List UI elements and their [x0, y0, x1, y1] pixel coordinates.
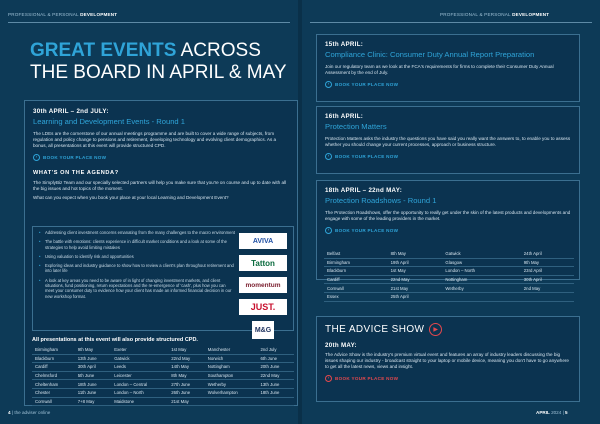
venue-date: 20th June [258, 363, 294, 372]
venue-location: Leicester [111, 371, 168, 380]
venue-location: Nottingham [205, 363, 258, 372]
lde-venue-row [32, 371, 294, 380]
venue-date: 1st May [388, 267, 443, 276]
venue-location: London – North [442, 267, 520, 276]
consumer-duty-panel [316, 34, 580, 102]
venue-date: 1st May [168, 346, 204, 354]
roadshow-venue-row [324, 275, 574, 284]
agenda-question: What can you expect when you book your place at your local Learning and Development Event? [33, 195, 229, 200]
agenda-bullet: • A look at key areas you need to be aware of in light of changing investment markets, and client situations, fund positioning, return expectations and the re-emergence of 'cash', plus how you can meet your consumer duty to evidence how your client has made an informed financial decision in our new workshop format. [33, 275, 293, 300]
right-running-header: PROFESSIONAL & PERSONAL DEVELOPMENT [440, 12, 550, 17]
venue-location: Exeter [111, 346, 168, 354]
venue-date: 2nd July [258, 346, 294, 354]
right-footer: APRIL 2024 | 5 [536, 410, 568, 415]
venue-date: 27th June [168, 380, 204, 389]
roadshows-title: Protection Roadshows - Round 1 [325, 196, 437, 205]
venue-location: Wetherby [442, 284, 520, 293]
venue-date: 30th April [521, 275, 574, 284]
mg-logo: M&G [252, 321, 274, 339]
arrow-right-icon: › [325, 375, 332, 382]
venue-date: 23rd April [521, 267, 574, 276]
advice-show-book-button[interactable]: › BOOK YOUR PLACE NOW [325, 375, 571, 382]
venue-location: Nottingham [442, 275, 520, 284]
advice-show-logo: THE ADVICE SHOW ▶ [325, 323, 571, 336]
consumer-duty-title: Compliance Clinic: Consumer Duty Annual Report Preparation [325, 50, 535, 59]
arrow-right-icon: › [325, 227, 332, 234]
venue-location: Gatwick [111, 354, 168, 363]
venue-date: 21st May [168, 397, 204, 406]
roadshows-book-button[interactable]: › BOOK YOUR PLACE NOW [325, 227, 571, 234]
venue-location: Cardiff [324, 275, 388, 284]
venue-location: Cornwall [32, 397, 75, 406]
cpd-note: All presentations at this event will also provide structured CPD. [32, 337, 198, 343]
consumer-duty-book-button[interactable]: › BOOK YOUR PLACE NOW [325, 81, 571, 88]
partner-logos [237, 233, 289, 339]
venue-location: London – Central [111, 380, 168, 389]
venue-location: Norwich [205, 354, 258, 363]
roadshow-venue-row [324, 258, 574, 267]
page-title: GREAT EVENTS ACROSS THE BOARD IN APRIL & MAY [30, 40, 287, 83]
venue-location: Leeds [111, 363, 168, 372]
protection-matters-date: 16th APRIL: [325, 113, 364, 120]
consumer-duty-date: 15th APRIL: [325, 41, 364, 48]
venue-location: Maidstone [111, 397, 168, 406]
venue-date [258, 397, 294, 406]
left-running-header: PROFESSIONAL & PERSONAL DEVELOPMENT [8, 12, 118, 17]
venue-location: Blackburn [32, 354, 75, 363]
venue-location: Chester [32, 388, 75, 397]
venue-location: Wetherby [205, 380, 258, 389]
roadshow-venue-row [324, 292, 574, 301]
venue-location: Birmingham [32, 346, 75, 354]
play-icon: ▶ [429, 323, 442, 336]
roadshow-venue-row [324, 267, 574, 276]
advice-show-description: The Advice Show is the industry's premium virtual event and features an array of industry leaders discussing the big issues shaping our industry - broadcast straight to your laptop or mobile device, meaning you don't have to go anywhere to get all the latest news, views and insight. [325, 352, 569, 369]
venue-location: Glasgow [442, 258, 520, 267]
advice-show-panel [316, 316, 580, 402]
roadshow-venue-row [324, 250, 574, 258]
lde-venue-row [32, 397, 294, 406]
venue-location: Belfast [324, 250, 388, 258]
venue-location: Southampton [205, 371, 258, 380]
arrow-right-icon: › [325, 81, 332, 88]
venue-location: Essex [324, 292, 388, 301]
arrow-right-icon: › [325, 153, 332, 160]
venue-location: London – North [111, 388, 168, 397]
tatton-logo: Tatton [239, 255, 287, 271]
venue-date: 9th May [75, 346, 111, 354]
venue-location: Wolverhampton [205, 388, 258, 397]
momentum-logo: momentum [239, 277, 287, 293]
left-header-rule [8, 22, 290, 23]
agenda-intro: The SimplyBiz Team and our specially selected partners will help you make sure that you're on course and up to date with all the big issues and hot topics of the moment. [33, 180, 287, 191]
venue-location: Gatwick [442, 250, 520, 258]
venue-location: Cornwall [324, 284, 388, 293]
roadshows-date: 18th APRIL – 22nd MAY: [325, 187, 403, 194]
venue-date: 6th June [258, 354, 294, 363]
lde-venue-row [32, 388, 294, 397]
protection-matters-title: Protection Matters [325, 122, 387, 131]
lde-venue-row [32, 363, 294, 372]
venue-location [205, 397, 258, 406]
venue-location: Cardiff [32, 363, 75, 372]
lde-venue-row [32, 346, 294, 354]
venue-date: 25th April [388, 292, 443, 301]
just-logo: JUST. [239, 299, 287, 315]
venue-date: 26th June [168, 388, 204, 397]
right-header-rule [310, 22, 592, 23]
venue-location: Blackburn [324, 267, 388, 276]
venue-location: Manchester [205, 346, 258, 354]
venue-date: 22nd May [258, 371, 294, 380]
lde-title: Learning and Development Events - Round 1 [33, 117, 185, 126]
venue-date: 11th June [75, 388, 111, 397]
agenda-heading: WHAT'S ON THE AGENDA? [33, 170, 119, 176]
venue-date: 22nd May [388, 275, 443, 284]
left-footer: 4 | the adviser online [8, 410, 51, 415]
lde-venue-row [32, 354, 294, 363]
venue-date: 18th June [258, 388, 294, 397]
aviva-logo: AVIVA [239, 233, 287, 249]
venue-date: 14th May [168, 363, 204, 372]
agenda-bullet: • The battle with emotions: clients experience in difficult market conditions and a look at some of the strategies to help avoid limiting mistakes [33, 236, 293, 251]
roadshow-venue-row [324, 284, 574, 293]
roadshows-description: The Protection Roadshows, offer the opportunity to really get under the skin of the latest products and developments and engage with some of the leading providers in the market. [325, 210, 571, 221]
venue-location [442, 292, 520, 301]
agenda-bullet: • Addressing client investment concerns emanating from the many challenges to the macro environment [33, 227, 293, 236]
venue-date: 8th May [168, 371, 204, 380]
agenda-bullet: • Using valuation to identify risk and opportunities [33, 251, 293, 260]
venue-date: 2nd May [521, 284, 574, 293]
venue-date: 18th June [75, 380, 111, 389]
venue-date: 19th April [388, 258, 443, 267]
venue-date: 13th June [75, 354, 111, 363]
venue-date: 22nd May [168, 354, 204, 363]
protection-matters-book-button[interactable]: › BOOK YOUR PLACE NOW [325, 153, 571, 160]
lde-venues-table [32, 346, 294, 406]
venue-date: 7+8 May [75, 397, 111, 406]
venue-date: 9th May [521, 258, 574, 267]
protection-matters-description: Protection Matters asks the industry the questions you have said you really want the answers to, to enable you to assess whether you should change your current processes, approach or business structure. [325, 136, 571, 147]
venue-location: Cheltenham [32, 380, 75, 389]
venue-date: 21st May [388, 284, 443, 293]
lde-book-button[interactable]: › BOOK YOUR PLACE NOW [33, 154, 289, 161]
venue-date: 30th April [75, 363, 111, 372]
protection-matters-panel [316, 106, 580, 174]
venue-date: 13th June [258, 380, 294, 389]
venue-date: 5th June [75, 371, 111, 380]
lde-date: 30th APRIL – 2nd JULY: [33, 108, 109, 115]
advice-show-date: 20th MAY: [325, 342, 357, 349]
venue-location: Chelmsford [32, 371, 75, 380]
agenda-bullet: • Exploring ideas and industry guidance to show how to review a client's plan throughout retirement and into later life [33, 260, 293, 275]
lde-description: The LDEs are the cornerstone of our annual meetings programme and are built to cover a wide range of subjects, from regulation and policy change to pensions and retirement, developing technology and evolving client demographics. As a bonus, all presentations at this event will provide structured CPD. [33, 131, 277, 148]
lde-venue-row [32, 380, 294, 389]
agenda-bullets-box [32, 226, 294, 334]
consumer-duty-description: Join our regulatory team as we look at the FCA's requirements for firms to complete their Consumer Duty Annual Assessment by the end of July. [325, 64, 554, 75]
venue-location: Birmingham [324, 258, 388, 267]
arrow-right-icon: › [33, 154, 40, 161]
venue-date: 24th April [521, 250, 574, 258]
roadshow-venues-table [324, 250, 574, 302]
venue-date: 8th May [388, 250, 443, 258]
venue-date [521, 292, 574, 301]
